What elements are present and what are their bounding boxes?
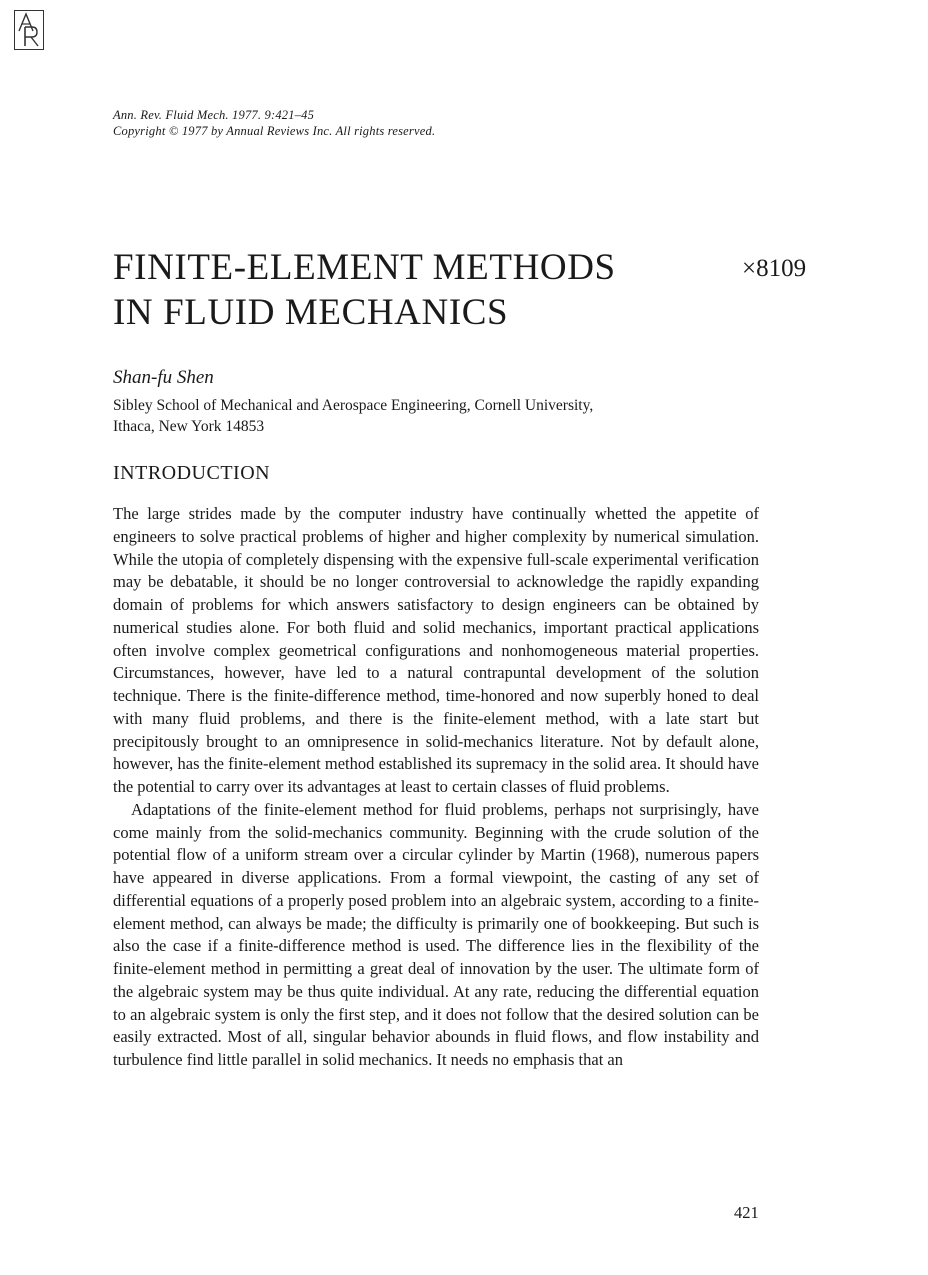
- copyright-notice: Copyright © 1977 by Annual Reviews Inc. All rights reserved.: [113, 124, 436, 138]
- article-title-line-2: IN FLUID MECHANICS: [113, 292, 509, 333]
- article-title: [113, 245, 616, 335]
- citation-block: [113, 107, 435, 139]
- journal-citation: Ann. Rev. Fluid Mech. 1977. 9:421–45: [113, 108, 315, 122]
- page-number: 421: [734, 1203, 759, 1222]
- article-title-line-1: FINITE-ELEMENT METHODS: [113, 247, 616, 288]
- paragraph: The large strides made by the computer industry have continually whetted the appetite of engineers to solve practical problems of higher and higher complexity by numerical simulation. While the utopia of completely dispensing with the expensive full-scale experimental verification may be debatable, it should be no longer controversial to acknowledge the rapidly expanding domain of problems for which answers satisfactory to design engineers can be obtained by numerical studies alone. For both fluid and solid mechanics, important practical applications often involve complex geometrical configurations and nonhomogeneous material properties. Circumstances, however, have led to a natural contrapuntal development of the solution technique. There is the finite-difference method, time-honored and now superbly honed to deal with many fluid problems, and there is the finite-element method, with a late start but precipitously brought to an omnipresence in solid-mechanics literature. Not by default alone, however, has the finite-element method established its supremacy in the solid area. It should have the potential to carry over its advantages at least to certain classes of fluid problems.: [113, 504, 759, 796]
- affiliation-line-1: Sibley School of Mechanical and Aerospace Engineering, Cornell University,: [113, 397, 594, 414]
- paragraph: Adaptations of the finite-element method for fluid problems, perhaps not surprisingly, have come mainly from the solid-mechanics community. Beginning with the crude solution of the potential flow of a uniform stream over a circular cylinder by Martin (1968), numerous papers have appeared in diverse applications. From a formal viewpoint, the casting of any set of differential equations of a properly posed problem into an algebraic system, according to a finite-element method, can always be made; the difficulty is primarily one of bookkeeping. But such is also the case if a finite-difference method is used. The difference lies in the flexibility of the finite-element method in permitting a great deal of innovation by the user. The ultimate form of the algebraic system may be thus quite individual. At any rate, reducing the differential equation to an algebraic system is only the first step, and it does not follow that the desired solution can be easily extracted. Most of all, singular behavior abounds in fluid flows, and flow instability and turbulence find little parallel in solid mechanics. It needs no emphasis that an: [113, 799, 759, 1069]
- body-text: [113, 503, 759, 1072]
- affiliation-line-2: Ithaca, New York 14853: [113, 418, 265, 435]
- section-heading: INTRODUCTION: [113, 462, 271, 484]
- call-number: ×8109: [742, 255, 807, 282]
- author-name: Shan-fu Shen: [113, 367, 214, 388]
- annual-reviews-logo-icon: [14, 10, 44, 50]
- author-affiliation: [113, 395, 593, 437]
